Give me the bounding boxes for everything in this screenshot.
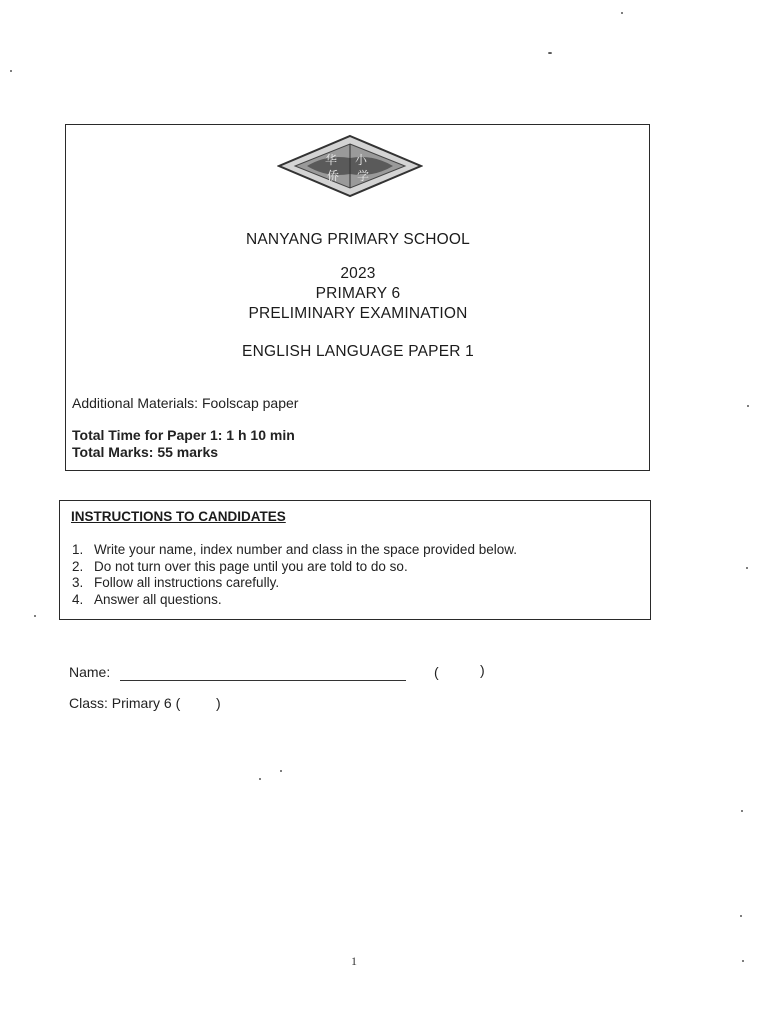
- svg-text:华: 华: [325, 153, 338, 167]
- total-marks: Total Marks: 55 marks: [72, 444, 219, 460]
- instruction-item: [72, 542, 517, 559]
- instructions-list: [72, 542, 517, 608]
- instruction-number: 4.: [72, 591, 84, 607]
- index-number-close: ): [480, 662, 485, 678]
- total-time: Total Time for Paper 1: 1 h 10 min: [72, 427, 295, 443]
- name-label: Name:: [69, 664, 111, 680]
- instruction-item: [72, 575, 517, 592]
- additional-materials: Additional Materials: Foolscap paper: [72, 395, 299, 411]
- paper-title: ENGLISH LANGUAGE PAPER 1: [242, 343, 474, 360]
- exam-title: PRELIMINARY EXAMINATION: [248, 305, 468, 322]
- instruction-text: Write your name, index number and class in the space provided below.: [94, 542, 517, 557]
- class-field-close: ): [216, 695, 221, 711]
- instructions-title: INSTRUCTIONS TO CANDIDATES: [71, 509, 286, 524]
- scan-speck: [741, 810, 743, 812]
- scan-speck: [621, 12, 623, 14]
- scan-speck: [10, 70, 12, 72]
- scan-speck: [747, 405, 749, 407]
- scan-speck: [280, 770, 282, 772]
- class-label: Class: Primary 6 (: [69, 695, 181, 711]
- instruction-number: 1.: [72, 542, 84, 557]
- instruction-number: 2.: [72, 558, 84, 574]
- instruction-item: [72, 592, 517, 609]
- school-name: NANYANG PRIMARY SCHOOL: [245, 231, 471, 248]
- svg-text:学: 学: [357, 169, 370, 183]
- instruction-item: [72, 559, 517, 576]
- instruction-text: Follow all instructions carefully.: [94, 575, 280, 590]
- name-field[interactable]: [120, 680, 406, 681]
- scan-speck: [259, 778, 261, 780]
- svg-text:小: 小: [355, 153, 368, 167]
- scan-speck: [746, 567, 748, 569]
- page-number: 1: [351, 954, 357, 968]
- school-crest-icon: [277, 134, 423, 198]
- exam-level: PRIMARY 6: [315, 285, 401, 302]
- instruction-text: Do not turn over this page until you are told to do so.: [94, 558, 408, 574]
- scan-speck: [740, 915, 742, 917]
- svg-text:侨: 侨: [327, 169, 340, 183]
- exam-year: 2023: [340, 265, 376, 282]
- scan-speck: [34, 615, 36, 617]
- scan-speck: [548, 52, 552, 54]
- index-number-open: (: [434, 664, 439, 680]
- instruction-text: Answer all questions.: [94, 591, 222, 607]
- scan-speck: [742, 960, 744, 962]
- instruction-number: 3.: [72, 575, 84, 590]
